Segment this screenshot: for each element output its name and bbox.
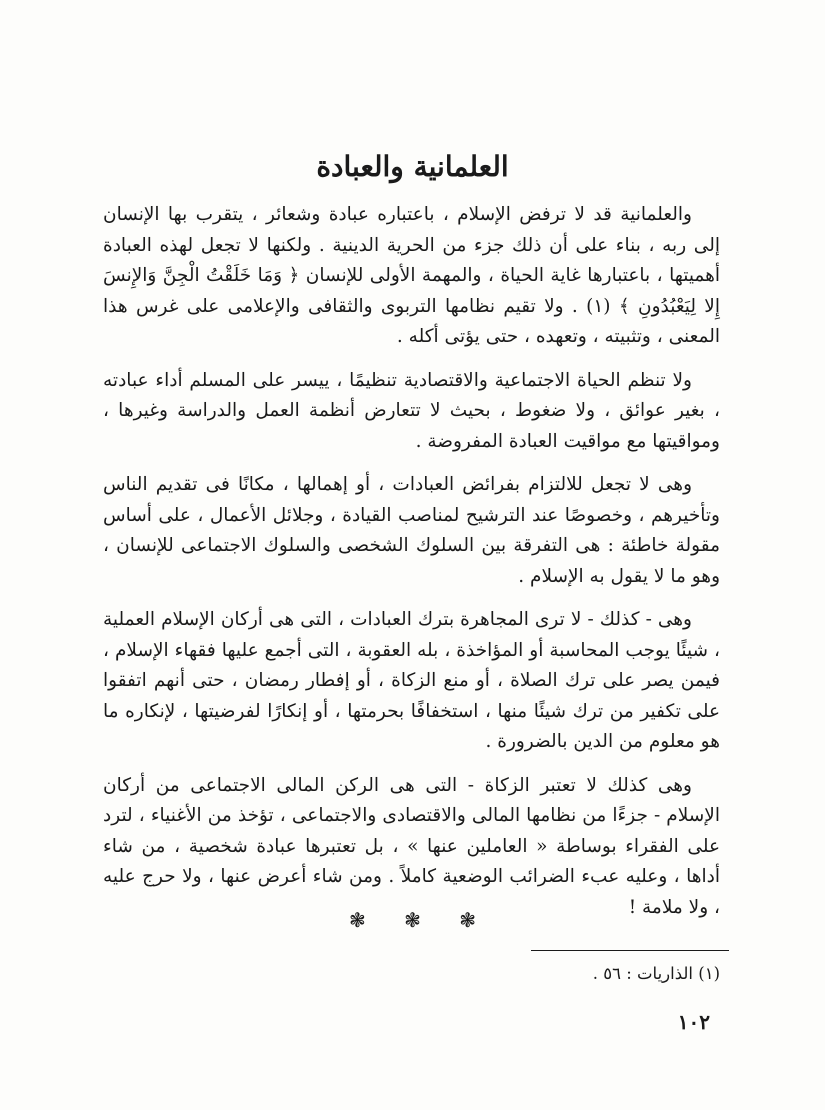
paragraph: وهى - كذلك - لا ترى المجاهرة بترك العبادات ، التى هى أركان الإسلام العملية ، شيئًا يوجب المحاسبة أو المؤاخذة ، بله العقوبة ، التى أجمع عليها فقهاء الإسلام ، فيمن يصر على ترك الصلاة ، أو منع الزكاة ، أو إفطار رمضان ، حتى أنهم اتفقوا على تكفير من ترك شيئًا منها ، استخفافًا بحرمتها ، أو إنكارًا لفرضيتها ، لإنكاره ما هو معلوم من الدين بالضرورة . (103, 609, 720, 752)
section-separator: ❃ ❃ ❃ (349, 908, 476, 932)
page-number: ١٠٢ (677, 1010, 710, 1034)
chapter-title: العلمانية والعبادة (316, 150, 509, 183)
footnote: (١) الذاريات : ٥٦ . (592, 964, 720, 983)
body-text (103, 200, 720, 936)
footnote-rule (531, 950, 729, 951)
paragraph: وهى لا تجعل للالتزام بفرائض العبادات ، أو إهمالها ، مكانًا فى تقديم الناس وتأخيرهم ، وخصوصًا عند الترشيح لمناصب القيادة ، وجلائل الأعمال ، على أساس مقولة خاطئة : هى التفرقة بين السلوك الشخصى والسلوك الاجتماعى للإنسان ، وهو ما لا يقول به الإسلام . (103, 474, 720, 587)
paragraph: ولا تنظم الحياة الاجتماعية والاقتصادية تنظيمًا ، ييسر على المسلم أداء عبادته ، بغير عوائق ، ولا ضغوط ، بحيث لا تتعارض أنظمة العمل والدراسة وغيرها ، ومواقيتها مع مواقيت العبادة المفروضة . (103, 369, 720, 452)
paragraph: والعلمانية قد لا ترفض الإسلام ، باعتباره عبادة وشعائر ، يتقرب بها الإنسان إلى ربه ، بناء على أن ذلك جزء من الحرية الدينية . ولكنها لا تجعل لهذه العبادة أهميتها ، باعتبارها غاية الحياة ، والمهمة الأولى للإنسان ﴿ وَمَا خَلَقْتُ الْجِنَّ وَالإِنسَ إِلا لِيَعْبُدُونِ ﴾ (١) . ولا تقيم نظامها التربوى والثقافى والإعلامى على غرس هذا المعنى ، وتثبيته ، وتعهده ، حتى يؤتى أكله . (103, 204, 720, 347)
paragraph: وهى كذلك لا تعتبر الزكاة - التى هى الركن المالى الاجتماعى من أركان الإسلام - جزءًا من نظامها المالى والاقتصادى والاجتماعى ، تؤخذ من الأغنياء ، لترد على الفقراء بوساطة « العاملين عنها » ، بل تعتبرها عبادة شخصية ، من شاء أداها ، وعليه عبء الضرائب الوضعية كاملاً . ومن شاء أعرض عنها ، ولا حرج عليه ، ولا ملامة ! (103, 774, 720, 918)
